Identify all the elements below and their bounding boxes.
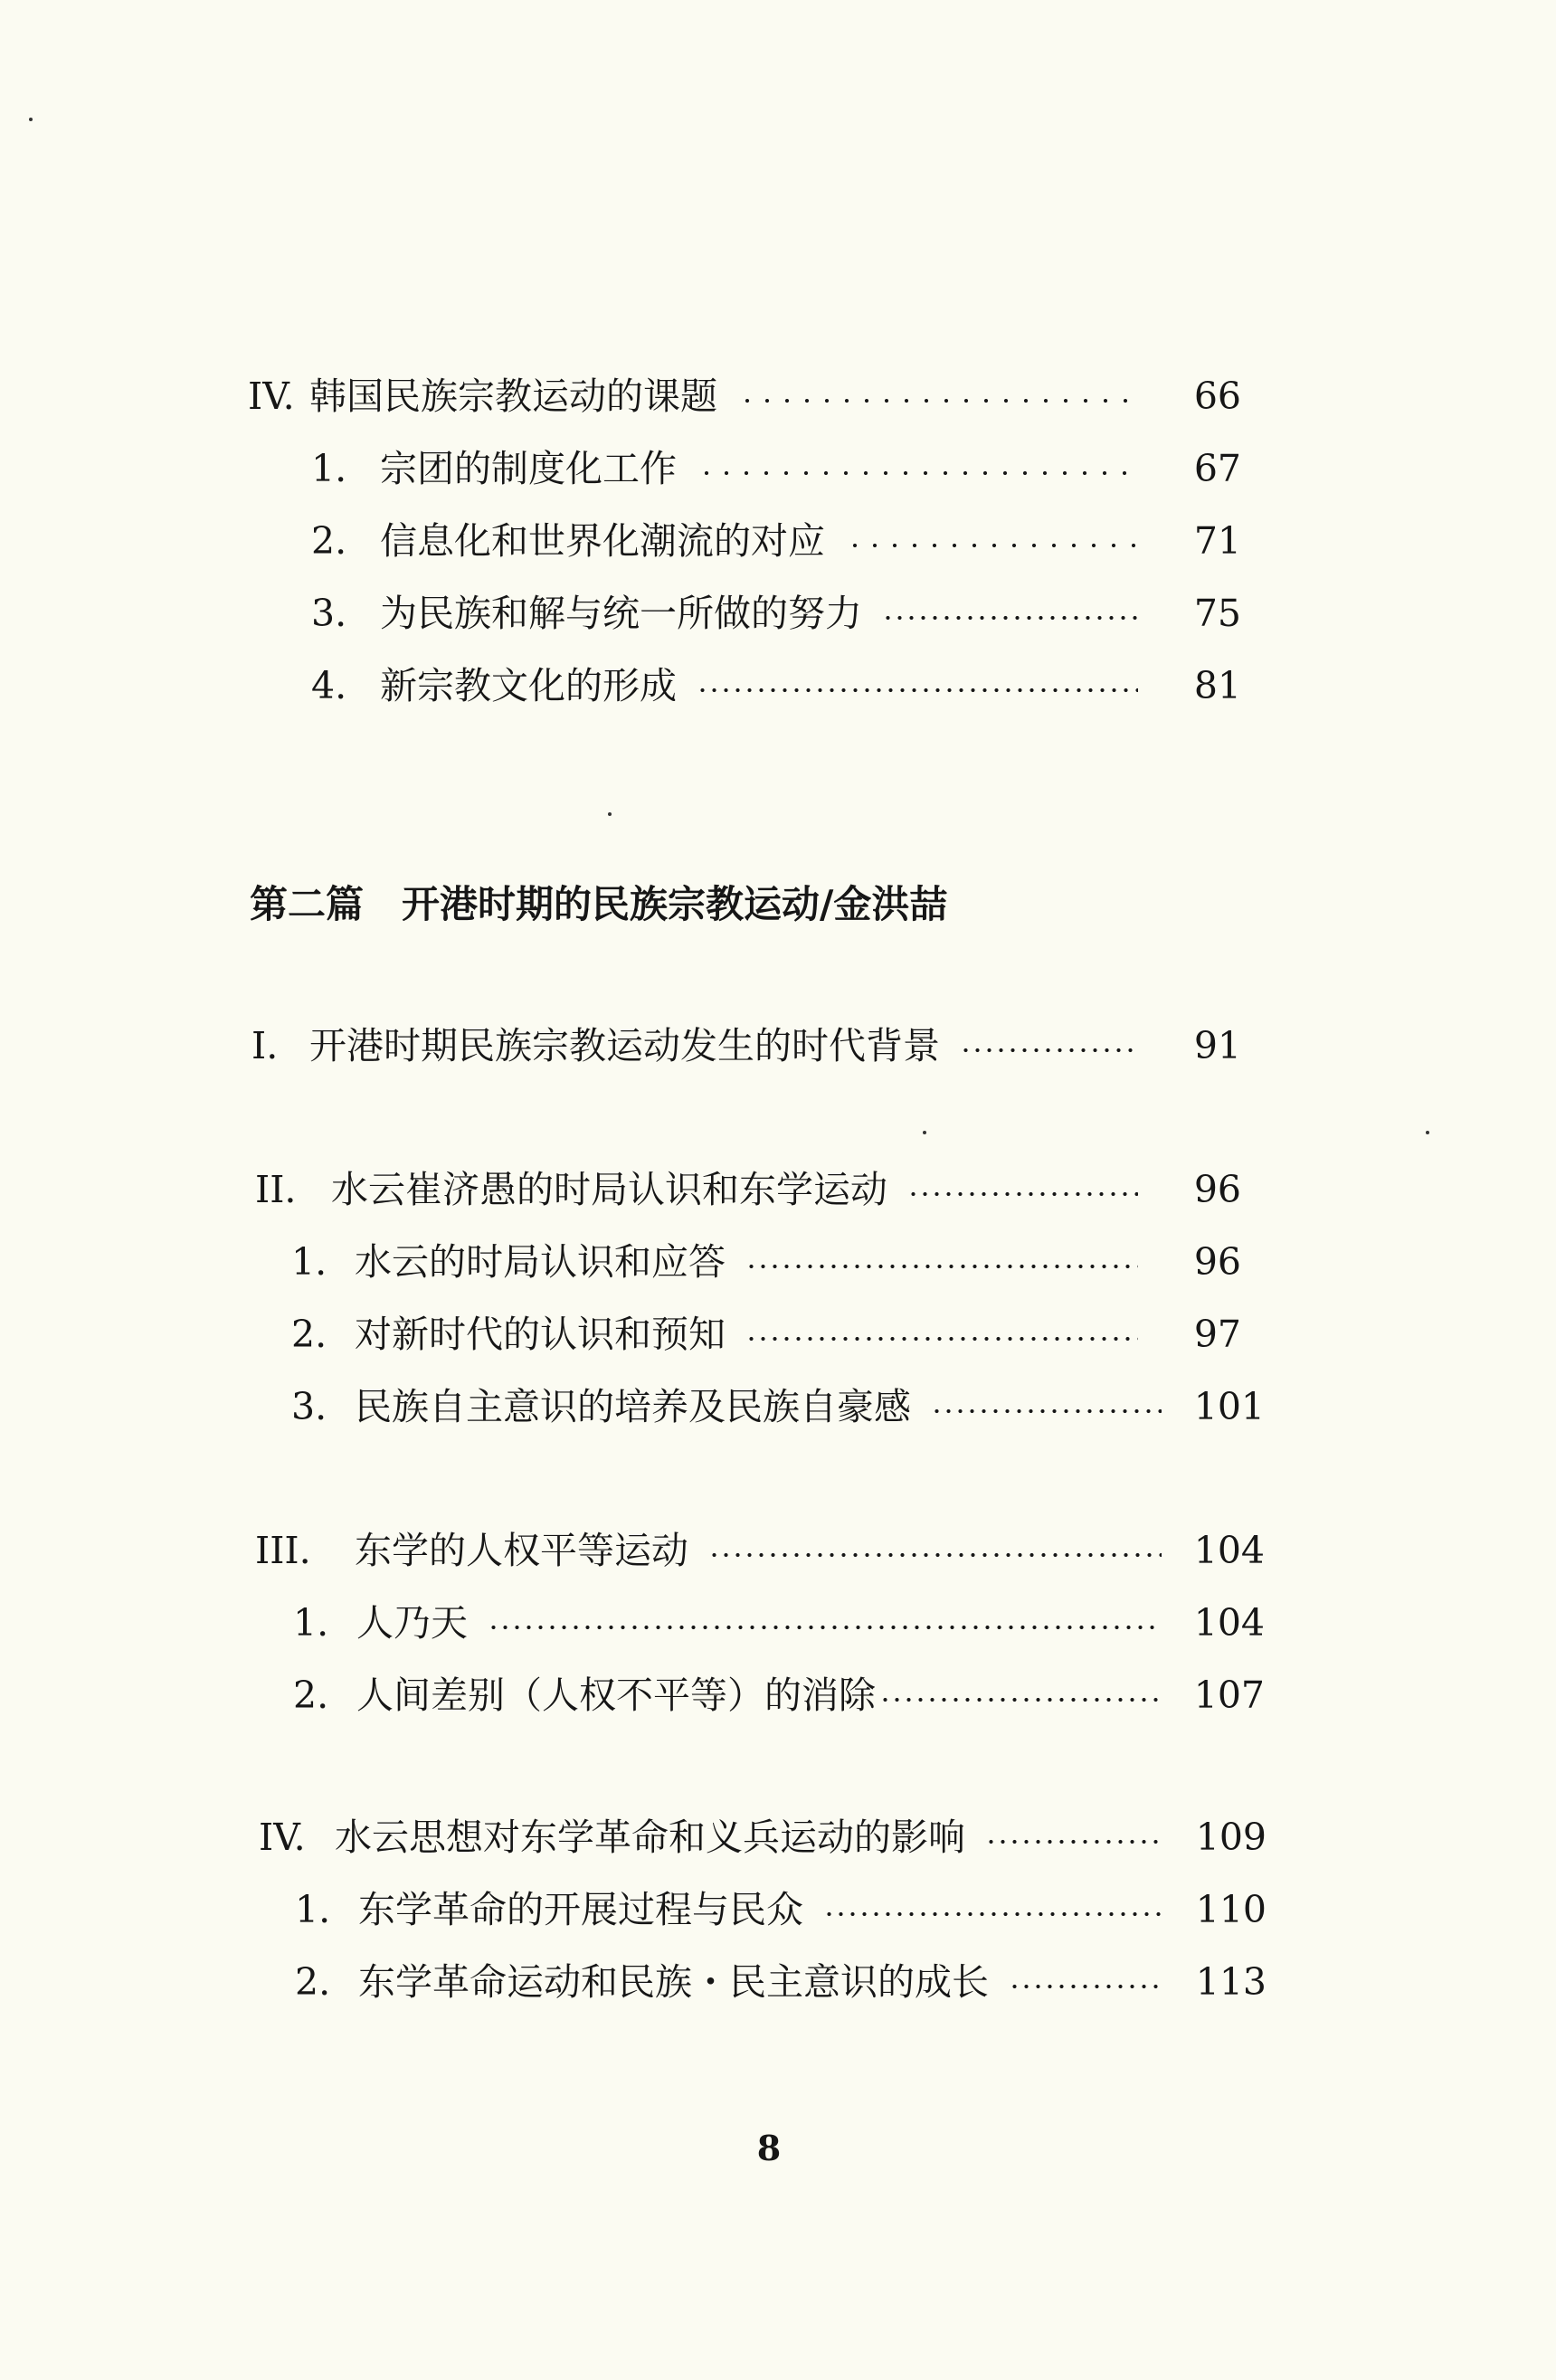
toc-item[interactable]: [311, 441, 1241, 496]
scan-speck: [608, 812, 612, 816]
dot-leader: [697, 470, 1138, 476]
dot-leader: [745, 1264, 1138, 1269]
dot-leader: [488, 1625, 1162, 1630]
item-title: 为民族和解与统一所做的努力: [380, 592, 862, 635]
toc-section-iv-korean[interactable]: [248, 369, 1241, 423]
item-number: 2.: [293, 1674, 329, 1717]
page-number: 104: [1193, 1601, 1265, 1645]
toc-section-iii[interactable]: [255, 1523, 1265, 1578]
dot-leader: [845, 543, 1138, 548]
page-number: 101: [1193, 1385, 1265, 1428]
dot-leader: [931, 1408, 1162, 1414]
section-numeral: IV.: [259, 1816, 306, 1859]
dot-leader: [823, 1911, 1163, 1917]
section-title: 水云崔济愚的时局认识和东学运动: [331, 1168, 887, 1211]
scan-speck: [923, 1131, 926, 1134]
page-folio: 8: [756, 2128, 782, 2168]
section-numeral: I.: [251, 1024, 279, 1067]
part-heading: 第二篇 开港时期的民族宗教运动/金洪喆: [250, 882, 948, 926]
section-title: 东学的人权平等运动: [355, 1529, 688, 1572]
page-number: 107: [1193, 1674, 1265, 1717]
item-title: 人间差别（人权不平等）的消除: [356, 1674, 876, 1717]
dot-leader: [882, 615, 1138, 621]
toc-section-iv-influence[interactable]: [259, 1810, 1267, 1864]
section-title: 韩国民族宗教运动的课题: [309, 375, 717, 418]
page-number: 97: [1193, 1313, 1241, 1356]
toc-item[interactable]: [291, 1380, 1265, 1434]
dot-leader: [708, 1552, 1162, 1558]
item-number: 2.: [295, 1960, 331, 2004]
page-number: 91: [1193, 1024, 1241, 1067]
page-number: 75: [1193, 592, 1241, 635]
page-number: 109: [1195, 1816, 1267, 1859]
scan-speck: [29, 118, 33, 121]
item-title: 对新时代的认识和预知: [355, 1313, 726, 1356]
page-number: 66: [1193, 375, 1241, 418]
item-title: 东学革命运动和民族・民主意识的成长: [358, 1960, 989, 2004]
page-number: 81: [1193, 664, 1241, 707]
section-numeral: IV.: [248, 375, 295, 418]
item-title: 宗团的制度化工作: [380, 447, 677, 490]
page-number: 113: [1195, 1960, 1267, 2004]
item-number: 1.: [295, 1888, 331, 1931]
section-numeral: II.: [255, 1168, 297, 1211]
section-numeral: III.: [255, 1529, 311, 1572]
item-number: 2.: [311, 519, 347, 563]
item-title: 新宗教文化的形成: [380, 664, 677, 707]
page-number: 110: [1195, 1888, 1267, 1931]
item-title: 民族自主意识的培养及民族自豪感: [355, 1385, 911, 1428]
item-number: 1.: [293, 1601, 329, 1645]
section-title: 水云思想对东学革命和义兵运动的影响: [335, 1816, 965, 1859]
toc-item[interactable]: [295, 1955, 1267, 2009]
toc-item[interactable]: [311, 586, 1241, 640]
toc-section-ii[interactable]: [255, 1162, 1241, 1217]
toc-item[interactable]: [291, 1307, 1241, 1361]
dot-leader: [907, 1191, 1138, 1197]
item-number: 3.: [291, 1385, 327, 1428]
dot-leader: [1009, 1984, 1163, 1989]
dot-leader: [737, 398, 1138, 403]
item-number: 1.: [311, 447, 347, 490]
page-number: 96: [1193, 1240, 1241, 1284]
toc-item[interactable]: [293, 1668, 1265, 1722]
item-number: 4.: [311, 664, 347, 707]
item-title: 东学革命的开展过程与民众: [358, 1888, 803, 1931]
dot-leader: [745, 1336, 1138, 1342]
item-title: 人乃天: [356, 1601, 468, 1645]
page-number: 71: [1193, 519, 1241, 563]
toc-item[interactable]: [291, 1235, 1241, 1289]
dot-leader: [960, 1048, 1138, 1053]
toc-item[interactable]: [311, 659, 1241, 713]
item-title: 水云的时局认识和应答: [355, 1240, 726, 1284]
page-number: 104: [1193, 1529, 1265, 1572]
item-number: 1.: [291, 1240, 327, 1284]
item-title: 信息化和世界化潮流的对应: [380, 519, 825, 563]
toc-item[interactable]: [295, 1882, 1267, 1937]
dot-leader: [879, 1697, 1162, 1702]
toc-item[interactable]: [293, 1596, 1265, 1650]
dot-leader: [697, 687, 1138, 693]
page-number: 67: [1193, 447, 1241, 490]
scan-speck: [1426, 1131, 1429, 1134]
toc-section-i[interactable]: [251, 1019, 1241, 1073]
section-title: 开港时期民族宗教运动发生的时代背景: [309, 1024, 940, 1067]
item-number: 3.: [311, 592, 347, 635]
item-number: 2.: [291, 1313, 327, 1356]
page-number: 96: [1193, 1168, 1241, 1211]
toc-item[interactable]: [311, 514, 1241, 568]
dot-leader: [985, 1839, 1163, 1844]
